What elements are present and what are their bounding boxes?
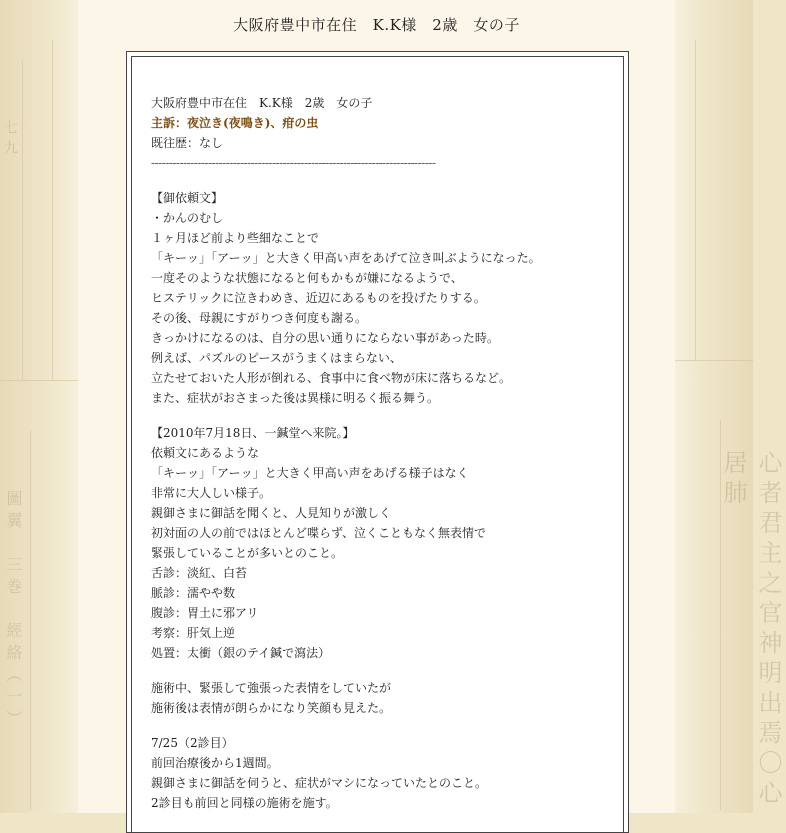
decorative-rule — [695, 40, 696, 360]
text-line: 親御さまに御話を聞くと、人見知りが激しく — [151, 506, 392, 520]
text-line: 施術中、緊張して強張った表情をしていたが — [151, 681, 392, 695]
complaint-value: 夜泣き(夜鳴き)、疳の虫 — [187, 116, 319, 130]
text-line: 「キーッ」「アーッ」と大きく甲高い声をあげて泣き叫ぶようになった。 — [151, 251, 541, 265]
decorative-rule — [52, 40, 53, 380]
text-line: 緊張していることが多いとのこと。 — [151, 546, 344, 560]
medical-history: 既往歴：なし — [151, 136, 224, 150]
decorative-rule — [675, 360, 753, 361]
decorative-rule — [30, 430, 31, 810]
text-line: 「キーッ」「アーッ」と大きく甲高い声をあげる様子はなく — [151, 466, 469, 480]
visit-heading: 【2010年7月18日、一鍼堂へ来院。】 — [151, 426, 355, 440]
text-line: 初対面の人の前ではほとんど喋らず、泣くこともなく無表情で — [151, 526, 487, 540]
decorative-rule — [22, 60, 23, 380]
content-frame-inner — [131, 56, 624, 832]
chief-complaint — [151, 113, 591, 133]
text-line: 前回治療後から1週間。 — [151, 756, 279, 770]
background-glyphs: 圖翼 三巻 經絡（一） — [4, 490, 23, 732]
text-line: 舌診：淡紅、白苔 — [151, 566, 248, 580]
text-line: 立たせておいた人形が倒れる、食事中に食べ物が床に落ちるなど。 — [151, 371, 512, 385]
request-heading: 【御依頼文】 — [151, 191, 224, 205]
text-line: 処置：太衝（銀のテイ鍼で瀉法） — [151, 646, 331, 660]
text-line: 非常に大人しい様子。 — [151, 486, 272, 500]
text-line: きっかけになるのは、自分の思い通りにならない事があった時。 — [151, 331, 499, 345]
text-line: 例えば、パズルのピースがうまくはまらない、 — [151, 351, 402, 365]
text-line: 依頼文にあるような — [151, 446, 260, 460]
content-frame — [126, 51, 629, 833]
text-line: 施術後は表情が朗らかになり笑顔も見えた。 — [151, 701, 392, 715]
after-treatment-lines — [151, 678, 591, 718]
patient-line: 大阪府豊中市在住 K.K様 2歳 女の子 — [151, 96, 373, 110]
text-line: 親御さまに御話を伺うと、症状がマシになっていたとのこと。 — [151, 776, 488, 790]
request-lines — [151, 208, 591, 408]
text-line: また、症状がおさまった後は異様に明るく振る舞う。 — [151, 391, 440, 405]
text-line: 脈診：濡やや数 — [151, 586, 236, 600]
text-line: ヒステリックに泣きわめき、近辺にあるものを投げたりする。 — [151, 291, 486, 305]
separator: -------------------------------------------------------------------------------- — [151, 156, 436, 170]
background-glyphs: 心者君主之官神明出焉〇心居肺 — [719, 450, 782, 810]
text-line: その後、母親にすがりつき何度も謝る。 — [151, 311, 368, 325]
visit-lines — [151, 443, 591, 663]
text-line: 一度そのような状態になると何もかもが嫌になるようで、 — [151, 271, 463, 285]
text-line: 2診目も前回と同様の施術を施す。 — [151, 796, 338, 810]
page-title: 大阪府豊中市在住 K.K様 2歳 女の子 — [233, 16, 520, 34]
text-line: 考察：肝気上逆 — [151, 626, 236, 640]
decorative-rule — [0, 380, 78, 381]
text-line: 腹診：胃土に邪アリ — [151, 606, 259, 620]
text-line: １ヶ月ほど前より些細なことで — [151, 231, 320, 245]
complaint-label: 主訴： — [151, 116, 188, 130]
second-visit-lines — [151, 753, 591, 813]
case-report — [151, 93, 591, 813]
second-visit-heading: 7/25（2診目） — [151, 736, 234, 750]
text-line: ・かんのむし — [151, 211, 224, 225]
background-glyphs: 七九 — [2, 120, 18, 160]
